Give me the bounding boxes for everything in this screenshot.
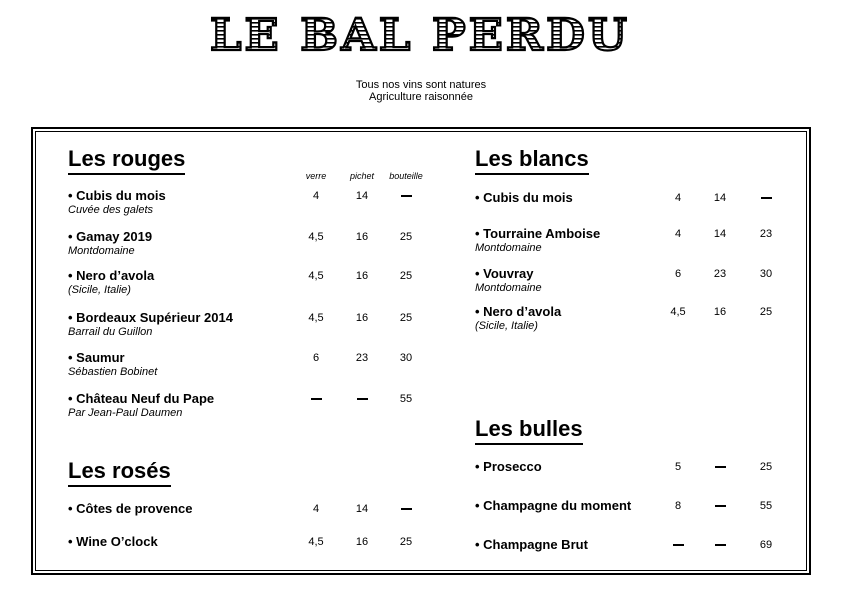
wine-name: • Tourraine Amboise [475, 226, 601, 241]
price-bouteille: 25 [399, 270, 413, 282]
svg-text:LE BAL PERDU: LE BAL PERDU [210, 10, 630, 61]
price-pichet: 14 [355, 503, 369, 515]
price-bouteille: 55 [399, 393, 413, 405]
wine-name: • Prosecco [475, 459, 542, 474]
price-bouteille: 25 [399, 312, 413, 324]
price-verre-unavailable [311, 398, 322, 400]
wine-name: • Cubis du mois [68, 188, 166, 203]
price-verre: 4,5 [308, 536, 324, 548]
wine-producer: Montdomaine [475, 242, 542, 254]
price-verre: 4,5 [308, 312, 324, 324]
col-header-pichet: pichet [349, 171, 375, 181]
price-bouteille: 25 [759, 306, 773, 318]
section-title-roses: Les rosés [68, 458, 171, 487]
price-verre: 4,5 [308, 231, 324, 243]
price-pichet: 16 [355, 536, 369, 548]
subtitle-agriculture: Agriculture raisonnée [369, 91, 473, 103]
wine-producer: Montdomaine [475, 282, 542, 294]
price-bouteille: 30 [759, 268, 773, 280]
price-bouteille-unavailable [401, 195, 412, 197]
wine-name: • Nero d’avola [68, 268, 155, 283]
price-verre: 4 [674, 192, 682, 204]
price-bouteille: 30 [399, 352, 413, 364]
price-verre: 4,5 [308, 270, 324, 282]
price-verre: 4 [312, 190, 320, 202]
wine-name: • Wine O’clock [68, 534, 158, 549]
price-verre-unavailable [673, 544, 684, 546]
wine-name: • Nero d’avola [475, 304, 562, 319]
price-pichet-unavailable [715, 544, 726, 546]
price-verre: 5 [674, 461, 682, 473]
wine-producer: Sébastien Bobinet [68, 366, 158, 378]
col-header-bouteille: bouteille [389, 171, 423, 181]
wine-producer: Montdomaine [68, 245, 135, 257]
logo [205, 10, 635, 62]
wine-name: • Cubis du mois [475, 190, 573, 205]
price-verre: 4 [674, 228, 682, 240]
price-bouteille-unavailable [401, 508, 412, 510]
price-pichet: 16 [355, 312, 369, 324]
wine-name: • Château Neuf du Pape [68, 391, 215, 406]
price-verre: 4 [312, 503, 320, 515]
price-pichet: 16 [713, 306, 727, 318]
col-header-verre: verre [305, 171, 327, 181]
subtitle-natures: Tous nos vins sont natures [355, 79, 487, 91]
section-title-bulles: Les bulles [475, 416, 583, 445]
price-verre: 6 [674, 268, 682, 280]
wine-producer: Cuvée des galets [68, 204, 153, 216]
price-pichet: 23 [355, 352, 369, 364]
wine-name: • Champagne du moment [475, 498, 632, 513]
price-bouteille: 25 [399, 536, 413, 548]
price-pichet: 14 [355, 190, 369, 202]
wine-name: • Côtes de provence [68, 501, 193, 516]
price-pichet-unavailable [715, 505, 726, 507]
price-bouteille: 25 [399, 231, 413, 243]
section-title-rouges: Les rouges [68, 146, 185, 175]
price-bouteille: 69 [759, 539, 773, 551]
wine-name: • Champagne Brut [475, 537, 588, 552]
wine-producer: Barrail du Guillon [68, 326, 153, 338]
price-pichet: 14 [713, 228, 727, 240]
price-bouteille: 25 [759, 461, 773, 473]
price-verre: 4,5 [670, 306, 686, 318]
price-verre: 6 [312, 352, 320, 364]
wine-name: • Gamay 2019 [68, 229, 153, 244]
wine-name: • Bordeaux Supérieur 2014 [68, 310, 233, 325]
price-pichet-unavailable [715, 466, 726, 468]
wine-name: • Vouvray [475, 266, 534, 281]
price-verre: 8 [674, 500, 682, 512]
wine-producer: Par Jean-Paul Daumen [68, 407, 183, 419]
wine-producer: (Sicile, Italie) [475, 320, 538, 332]
price-bouteille: 55 [759, 500, 773, 512]
price-pichet: 16 [355, 270, 369, 282]
wine-producer: (Sicile, Italie) [68, 284, 131, 296]
price-pichet-unavailable [357, 398, 368, 400]
price-pichet: 23 [713, 268, 727, 280]
price-bouteille: 23 [759, 228, 773, 240]
price-pichet: 16 [355, 231, 369, 243]
price-pichet: 14 [713, 192, 727, 204]
wine-name: • Saumur [68, 350, 125, 365]
price-bouteille-unavailable [761, 197, 772, 199]
section-title-blancs: Les blancs [475, 146, 589, 175]
